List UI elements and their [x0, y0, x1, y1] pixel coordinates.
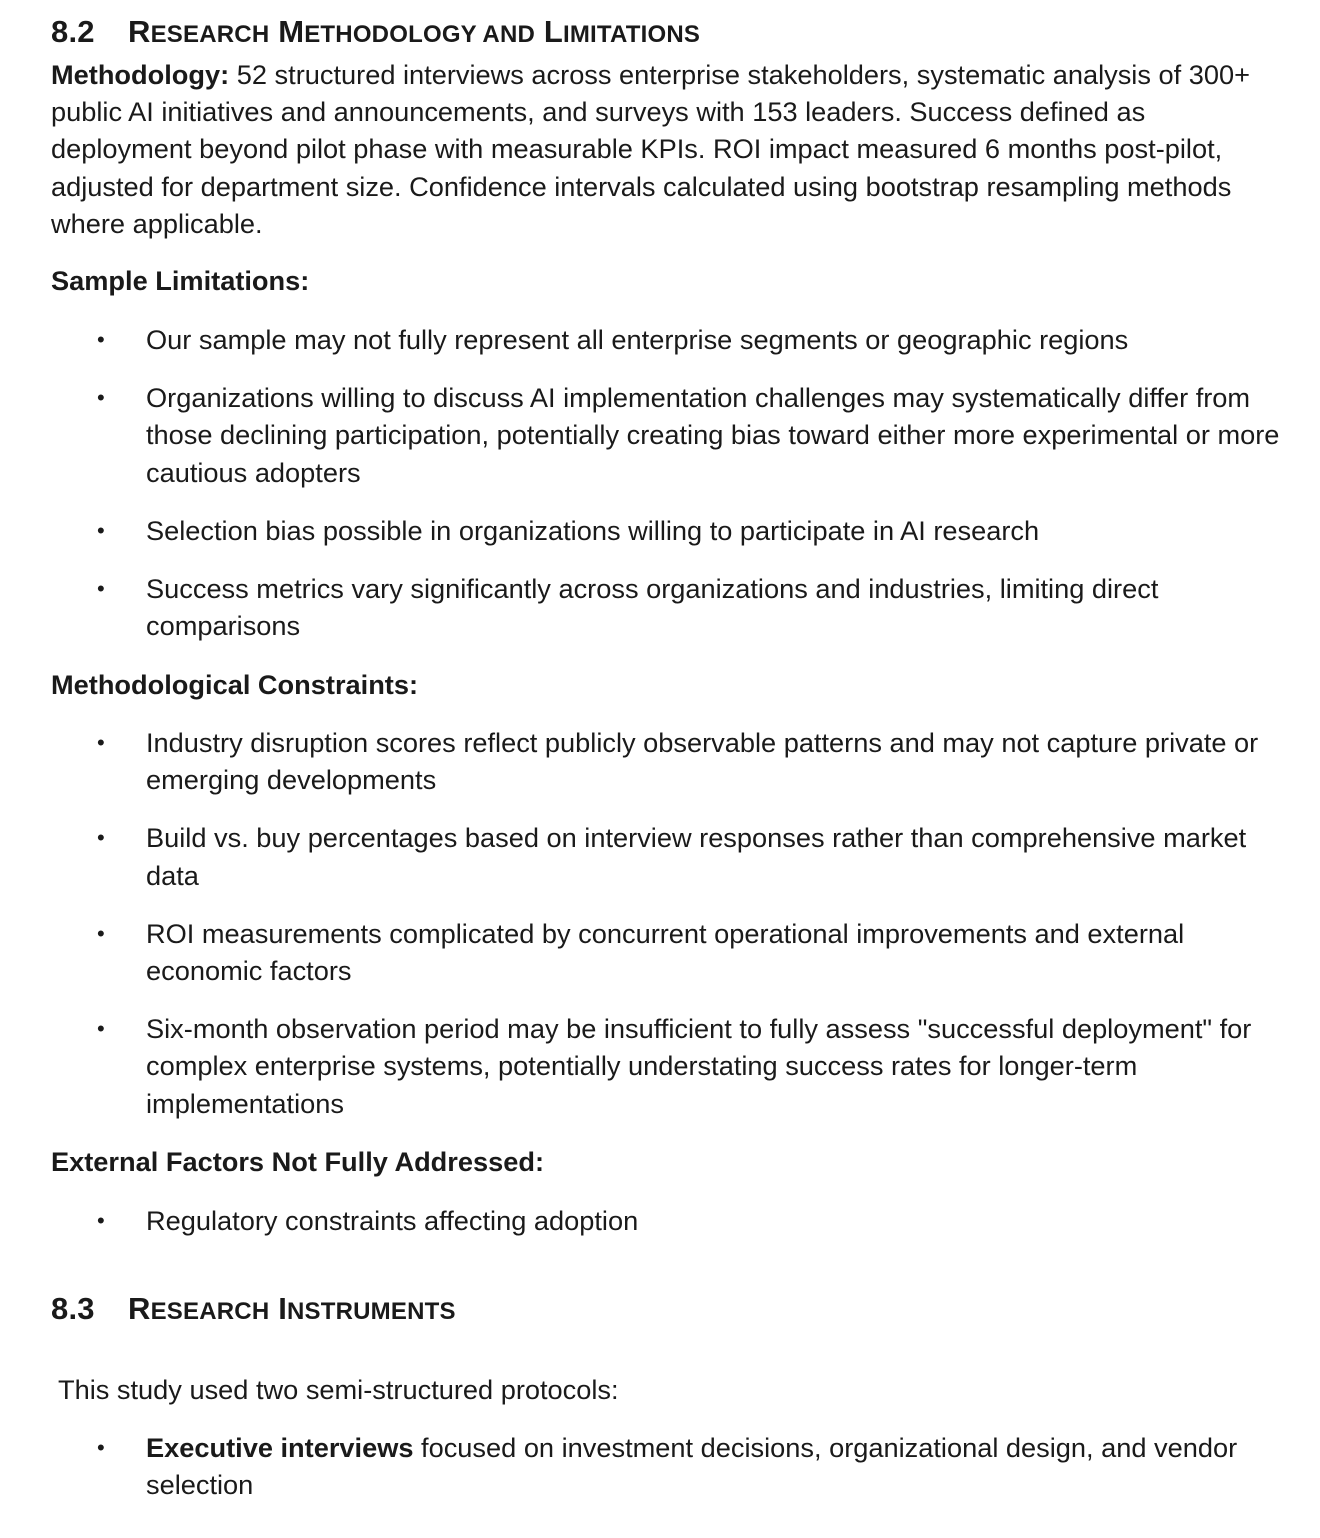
- bullet-icon: •: [97, 1016, 105, 1042]
- methodology-paragraph: [51, 56, 1286, 242]
- list-item: [51, 1429, 1291, 1503]
- list-item: • Success metrics vary significantly across organizations and industries, limiting direct comparisons: [51, 570, 1291, 644]
- bullet-icon: •: [97, 385, 105, 411]
- list-item: • Six-month observation period may be insufficient to fully assess "successful deployment" for complex enterprise systems, potentially understating success rates for longer-term implementations: [51, 1010, 1291, 1122]
- list-item: • Selection bias possible in organizations willing to participate in AI research: [51, 512, 1291, 549]
- bullet-icon: •: [97, 1208, 105, 1233]
- list-item: • Build vs. buy percentages based on interview responses rather than comprehensive market data: [51, 819, 1291, 893]
- methodological-constraints-heading: Methodological Constraints:: [51, 669, 419, 700]
- list-item: • Our sample may not fully represent all enterprise segments or geographic regions: [51, 321, 1291, 358]
- bullet-icon: •: [97, 1435, 105, 1460]
- instruments-intro: This study used two semi-structured protocols:: [58, 1374, 619, 1405]
- list-item: • Organizations willing to discuss AI implementation challenges may systematically differ from those declining participation, potentially creating bias toward either more experimental or more cautious adopters: [51, 379, 1291, 491]
- section-number: 8.2: [51, 14, 95, 49]
- bullet-icon: •: [97, 517, 105, 543]
- bullet-icon: •: [97, 576, 105, 602]
- section-heading-8-3: [51, 1291, 456, 1327]
- bullet-icon: •: [97, 730, 105, 755]
- sample-limitations-list: [51, 321, 1291, 644]
- methodological-constraints-list: [51, 724, 1291, 1122]
- section-heading-8-2: [51, 14, 700, 50]
- list-item: • Industry disruption scores reflect publicly observable patterns and may not capture private or emerging developments: [51, 724, 1291, 798]
- instrument-description: focused on investment decisions, organizational design, and vendor selection: [146, 1432, 1238, 1501]
- section-title: RESEARCH METHODOLOGY AND LIMITATIONS: [128, 14, 701, 49]
- section-number: 8.3: [51, 1291, 95, 1326]
- methodology-text: 52 structured interviews across enterprise stakeholders, systematic analysis of 300+ public AI initiatives and announcements, and surveys with 153 leaders. Success defined as deployment beyond pilot phase with measurable KPIs. ROI impact measured 6 months post-pilot, adjusted for department size. Confidence intervals calculated using bootstrap resampling methods where applicable.: [51, 59, 1250, 239]
- sample-limitations-heading: Sample Limitations:: [51, 265, 310, 296]
- bullet-icon: •: [97, 825, 105, 851]
- list-item: • ROI measurements complicated by concurrent operational improvements and external economic factors: [51, 915, 1291, 989]
- instruments-list: [51, 1429, 1291, 1503]
- section-title: RESEARCH INSTRUMENTS: [128, 1291, 456, 1326]
- methodology-label: Methodology:: [51, 59, 230, 90]
- instrument-name: Executive interviews: [146, 1432, 414, 1463]
- external-factors-list: [51, 1202, 1291, 1239]
- bullet-icon: •: [97, 327, 105, 352]
- external-factors-heading: External Factors Not Fully Addressed:: [51, 1146, 545, 1177]
- bullet-icon: •: [97, 920, 105, 946]
- list-item: • Regulatory constraints affecting adoption: [51, 1202, 1291, 1239]
